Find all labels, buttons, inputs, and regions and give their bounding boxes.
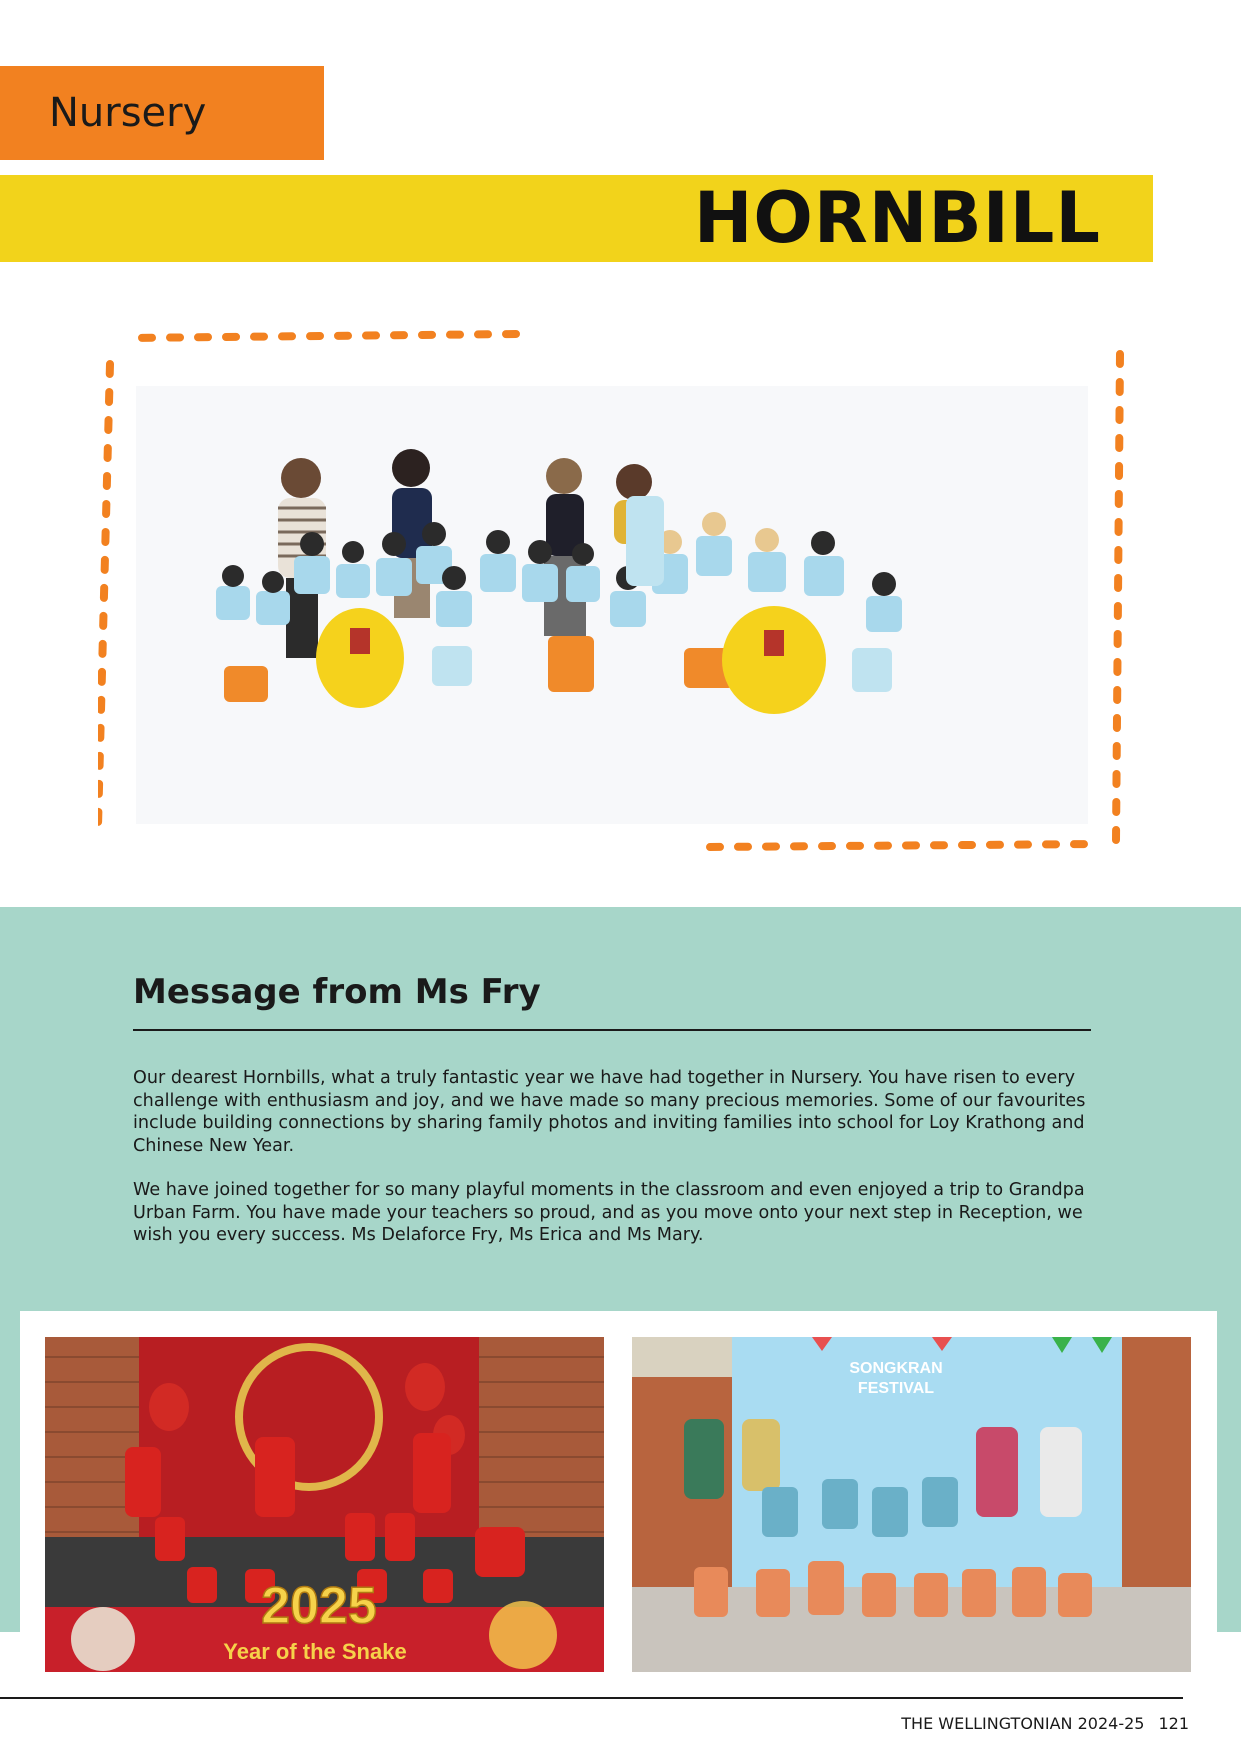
section-tag-label: Nursery <box>49 90 207 136</box>
footer <box>901 1714 1189 1733</box>
message-paragraph: Our dearest Hornbills, what a truly fantastic year we have had together in Nursery. You have risen to every challenge with enthusiasm and joy, and we have made so many precious memories. Some of our favourites include building connections by sharing family photos and inviting families into school for Loy Krathong and Chinese New Year. <box>133 1068 1086 1156</box>
songkran-sign-line2: FESTIVAL <box>857 1380 935 1397</box>
page-number: 121 <box>1158 1714 1189 1733</box>
songkran-festival-photo <box>632 1337 1191 1672</box>
message-paragraph: We have joined together for so many playful moments in the classroom and even enjoyed a trip to Grandpa Urban Farm. You have made your teachers so proud, and as you move onto your next step in Reception, we wish you every success. Ms Delaforce Fry, Ms Erica and Ms Mary. <box>133 1180 1085 1245</box>
class-group-photo <box>136 386 1088 824</box>
message-title: Message from Ms Fry <box>133 972 541 1012</box>
class-title: HORNBILL <box>693 177 1101 259</box>
message-body <box>133 1067 1093 1269</box>
footer-publication: THE WELLINGTONIAN 2024-25 <box>901 1714 1145 1733</box>
group-photo-frame <box>98 326 1130 854</box>
event-photos <box>20 1311 1217 1686</box>
section-tag <box>0 66 324 160</box>
class-banner <box>0 175 1153 262</box>
songkran-sign-line1: SONGKRAN <box>849 1360 943 1377</box>
message-divider <box>133 1029 1091 1031</box>
cny-caption: Year of the Snake <box>223 1639 407 1664</box>
chinese-new-year-photo <box>45 1337 604 1672</box>
footer-divider <box>0 1697 1183 1699</box>
cny-year-text: 2025 <box>261 1577 377 1635</box>
